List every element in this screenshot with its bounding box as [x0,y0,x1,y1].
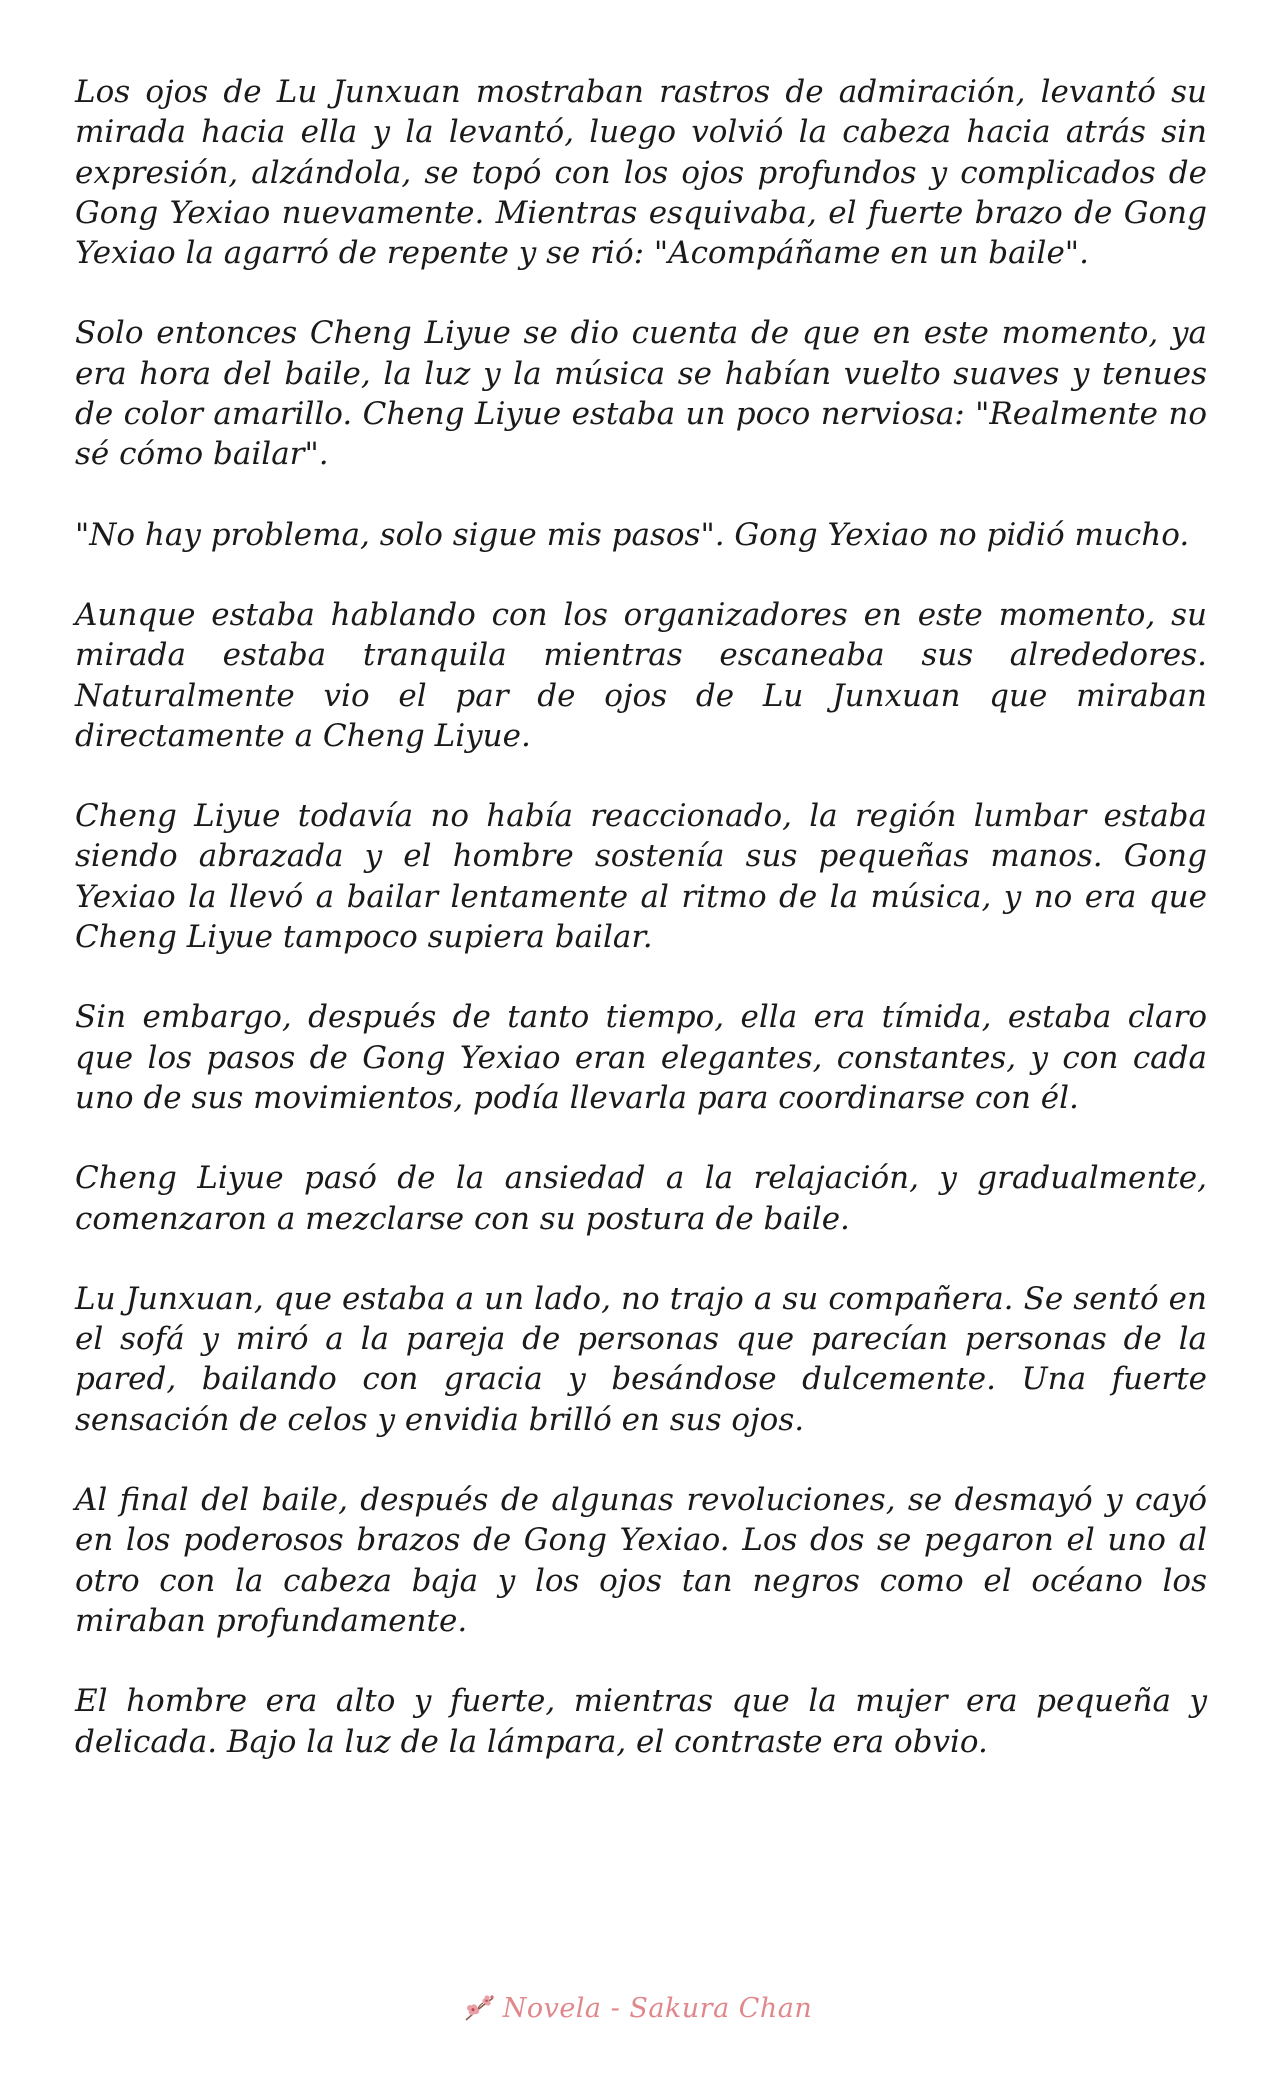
paragraph: Sin embargo, después de tanto tiempo, ella era tímida, estaba claro que los pasos de Gong Yexiao eran elegantes, constantes, y con cada uno de sus movimientos, podía llevarla para coordinarse con él. [75,999,1207,1116]
footer-watermark [0,1992,1275,2024]
paragraph: "No hay problema, solo sigue mis pasos". Gong Yexiao no pidió mucho. [75,516,1190,553]
chapter-body [75,72,1207,1802]
sakura-branch-icon [463,1992,497,2024]
paragraph: Aunque estaba hablando con los organizadores en este momento, su mirada estaba tranquila mientras escaneaba sus alrededores. Naturalmente vio el par de ojos de Lu Junxuan que miraban directamente a Cheng Liyue. [75,596,1207,754]
paragraph: Solo entonces Cheng Liyue se dio cuenta de que en este momento, ya era hora del baile, la luz y la música se habían vuelto suaves y tenues de color amarillo. Cheng Liyue estaba un poco nerviosa: "Realmente no sé cómo bailar". [75,315,1207,473]
paragraph: Lu Junxuan, que estaba a un lado, no trajo a su compañera. Se sentó en el sofá y miró a la pareja de personas que parecían personas de la pared, bailando con gracia y besándose dulcemente. Una fuerte sensación de celos y envidia brilló en sus ojos. [75,1280,1207,1438]
paragraph: Al final del baile, después de algunas revoluciones, se desmayó y cayó en los poderosos brazos de Gong Yexiao. Los dos se pegaron el uno al otro con la cabeza baja y los ojos tan negros como el océano los miraban profundamente. [75,1482,1207,1639]
paragraph: Los ojos de Lu Junxuan mostraban rastros de admiración, levantó su mirada hacia ella y la levantó, luego volvió la cabeza hacia atrás sin expresión, alzándola, se topó con los ojos profundos y complicados de Gong Yexiao nuevamente. Mientras esquivaba, el fuerte brazo de Gong Yexiao la agarró de repente y se rió: "Acompáñame en un baile". [75,74,1207,272]
paragraph: Cheng Liyue todavía no había reaccionado, la región lumbar estaba siendo abrazada y el hombre sostenía sus pequeñas manos. Gong Yexiao la llevó a bailar lentamente al ritmo de la música, y no era que Cheng Liyue tampoco supiera bailar. [75,798,1207,956]
footer-credit-text: Novela - Sakura Chan [502,1992,813,2024]
paragraph: Cheng Liyue pasó de la ansiedad a la relajación, y gradualmente, comenzaron a mezclarse con su postura de baile. [75,1160,1207,1237]
paragraph: El hombre era alto y fuerte, mientras que la mujer era pequeña y delicada. Bajo la luz de la lámpara, el contraste era obvio. [75,1683,1207,1760]
